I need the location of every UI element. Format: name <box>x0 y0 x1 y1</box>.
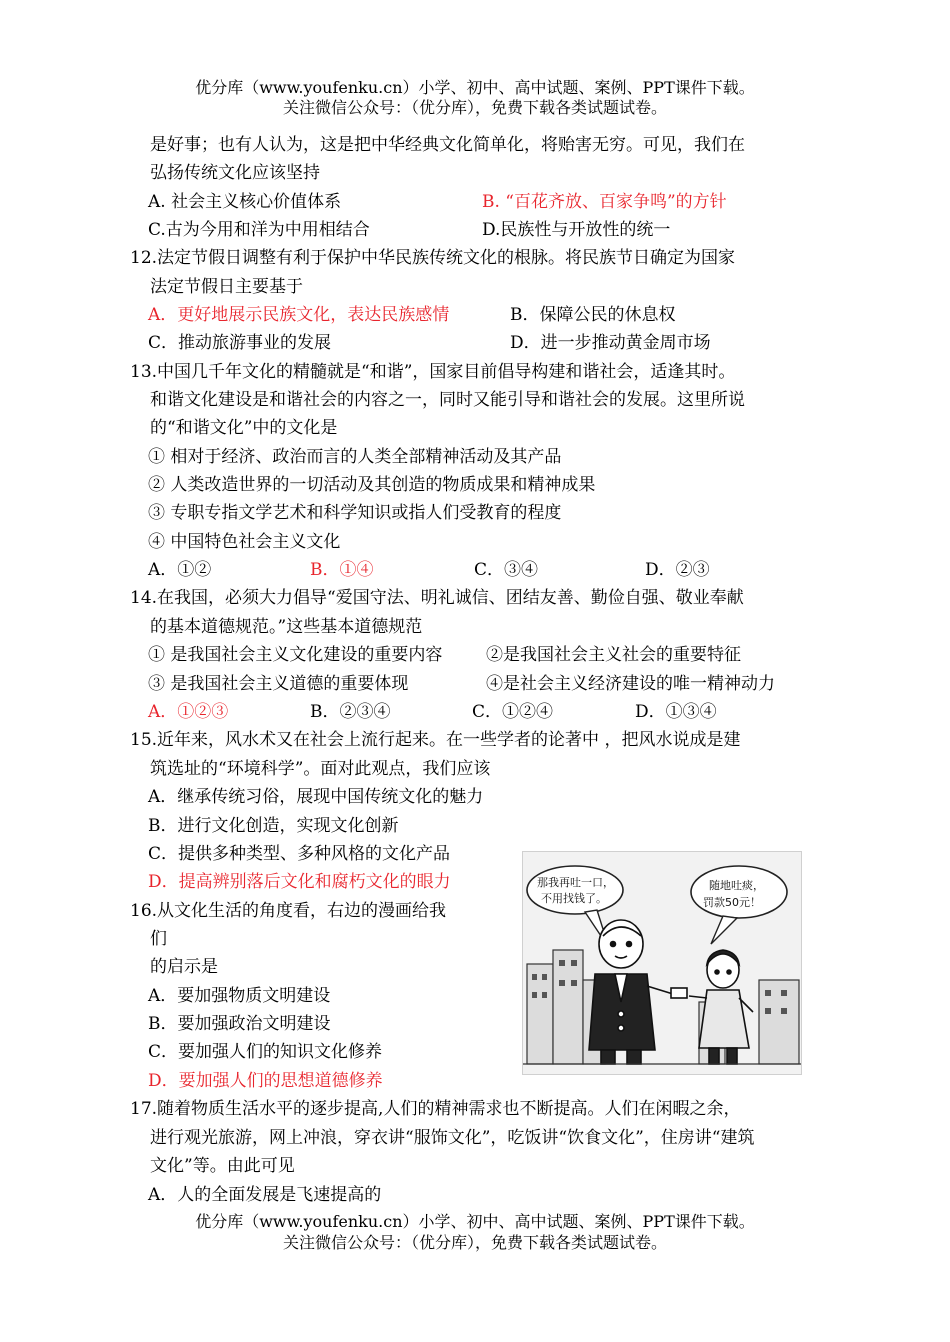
q14-item-4: ④是社会主义经济建设的唯一精神动力 <box>486 674 775 694</box>
q13-stem-1: 13.中国几千年文化的精髓就是“和谐”，国家目前倡导构建和谐社会，适逢其时。 <box>130 362 736 382</box>
q14-item-2: ②是我国社会主义社会的重要特征 <box>486 645 741 665</box>
header-line-2: 关注微信公众号：（优分库），免费下载各类试题试卷。 <box>282 98 667 117</box>
cartoon-illustration <box>522 851 802 1075</box>
q13-option-a: A．①② <box>148 560 212 580</box>
q13-option-c: C．③④ <box>474 560 539 580</box>
q15-option-b: B．进行文化创造，实现文化创新 <box>148 816 399 836</box>
q13-stem-3: 的“和谐文化”中的文化是 <box>150 418 338 438</box>
q15-stem-2: 筑选址的“环境科学”。面对此观点，我们应该 <box>150 759 491 779</box>
q17-stem-3: 文化”等。由此可见 <box>150 1156 295 1176</box>
q12-stem-1: 12.法定节假日调整有利于保护中华民族传统文化的根脉。将民族节日确定为国家 <box>130 248 736 268</box>
bubble-right-text-1: 随地吐痰， <box>709 879 764 892</box>
q17-option-a: A．人的全面发展是飞速提高的 <box>148 1185 382 1205</box>
q14-option-a-answer: A．①②③ <box>148 702 229 722</box>
q14-option-b: B．②③④ <box>310 702 391 722</box>
speech-bubble-right <box>691 866 787 918</box>
footer-line-2: 关注微信公众号：（优分库），免费下载各类试题试卷。 <box>282 1233 667 1252</box>
money-note <box>671 988 687 998</box>
q15-option-d-answer: D．提高辨别落后文化和腐朽文化的眼力 <box>148 872 451 892</box>
q13-option-b-answer: B．①④ <box>310 560 374 580</box>
q13-item-4: ④ 中国特色社会主义文化 <box>148 532 341 552</box>
q15-stem-1: 15.近年来，风水术又在社会上流行起来。在一些学者的论著中 ，把风水说成是建 <box>130 730 741 750</box>
q13-stem-2: 和谐文化建设是和谐社会的内容之一，同时又能引导和谐社会的发展。这里所说 <box>150 390 745 410</box>
building-2 <box>553 950 583 1064</box>
q17-stem-2: 进行观光旅游，网上冲浪，穿衣讲“服饰文化”，吃饭讲“饮食文化”，住房讲“建筑 <box>150 1128 755 1148</box>
q16-stem-2: 们 <box>150 929 167 949</box>
q14-option-c: C．①②④ <box>472 702 554 722</box>
q16-option-a: A．要加强物质文明建设 <box>148 986 331 1006</box>
q13-item-1: ① 相对于经济、政治而言的人类全部精神活动及其产品 <box>148 447 562 467</box>
bubble-left-text-1: 那我再吐一口， <box>537 876 614 889</box>
q13-option-d: D．②③ <box>645 560 710 580</box>
q11-option-d: D.民族性与开放性的统一 <box>482 220 671 240</box>
q13-item-3: ③ 专职专指文学艺术和科学知识或指人们受教育的程度 <box>148 503 562 523</box>
q15-option-c: C．提供多种类型、多种风格的文化产品 <box>148 844 451 864</box>
q11-option-c: C.古为今用和洋为中用相结合 <box>148 220 370 240</box>
q11-stem-cont-2: 弘扬传统文化应该坚持 <box>150 163 320 183</box>
q16-stem-3: 的启示是 <box>150 957 218 977</box>
bubble-right-text-2: 罚款50元！ <box>703 896 761 909</box>
q14-item-1: ① 是我国社会主义文化建设的重要内容 <box>148 645 443 665</box>
q12-option-d: D．进一步推动黄金周市场 <box>510 333 711 353</box>
footer-line-1: 优分库（www.youfenku.cn）小学、初中、高中试题、案例、PPT课件下载。 <box>195 1212 755 1231</box>
building-1 <box>527 964 553 1064</box>
q14-stem-2: 的基本道德规范。”这些基本道德规范 <box>150 617 423 637</box>
q13-item-2: ② 人类改造世界的一切活动及其创造的物质成果和精神成果 <box>148 475 596 495</box>
q14-stem-1: 14.在我国，必须大力倡导“爱国守法、明礼诚信、团结友善、勤俭自强、敬业奉献 <box>130 588 744 608</box>
q12-option-a-answer: A．更好地展示民族文化，表达民族感情 <box>148 305 450 325</box>
q17-stem-1: 17.随着物质生活水平的逐步提高,人们的精神需求也不断提高。人们在闲暇之余， <box>130 1099 741 1119</box>
q12-option-b: B．保障公民的休息权 <box>510 305 676 325</box>
header-line-1: 优分库（www.youfenku.cn）小学、初中、高中试题、案例、PPT课件下载。 <box>195 78 755 97</box>
q11-option-b-answer: B. “百花齐放、百家争鸣”的方针 <box>482 192 727 212</box>
q16-option-b: B．要加强政治文明建设 <box>148 1014 331 1034</box>
q11-option-a: A. 社会主义核心价值体系 <box>148 192 342 212</box>
speech-bubble-left <box>527 866 623 914</box>
q15-option-a: A．继承传统习俗，展现中国传统文化的魅力 <box>148 787 484 807</box>
bubble-left-text-2: 不用找钱了。 <box>541 892 607 905</box>
q16-option-c: C．要加强人们的知识文化修养 <box>148 1042 383 1062</box>
q14-option-d: D．①③④ <box>635 702 717 722</box>
q11-stem-cont-1: 是好事；也有人认为，这是把中华经典文化简单化，将贻害无穷。可见，我们在 <box>150 135 745 155</box>
q16-option-d-answer: D．要加强人们的思想道德修养 <box>148 1071 383 1091</box>
q14-item-3: ③ 是我国社会主义道德的重要体现 <box>148 674 409 694</box>
q16-stem-1: 16.从文化生活的角度看，右边的漫画给我 <box>130 901 447 921</box>
cartoon-drawing <box>523 852 802 1075</box>
q12-option-c: C．推动旅游事业的发展 <box>148 333 332 353</box>
q12-stem-2: 法定节假日主要基于 <box>150 277 303 297</box>
